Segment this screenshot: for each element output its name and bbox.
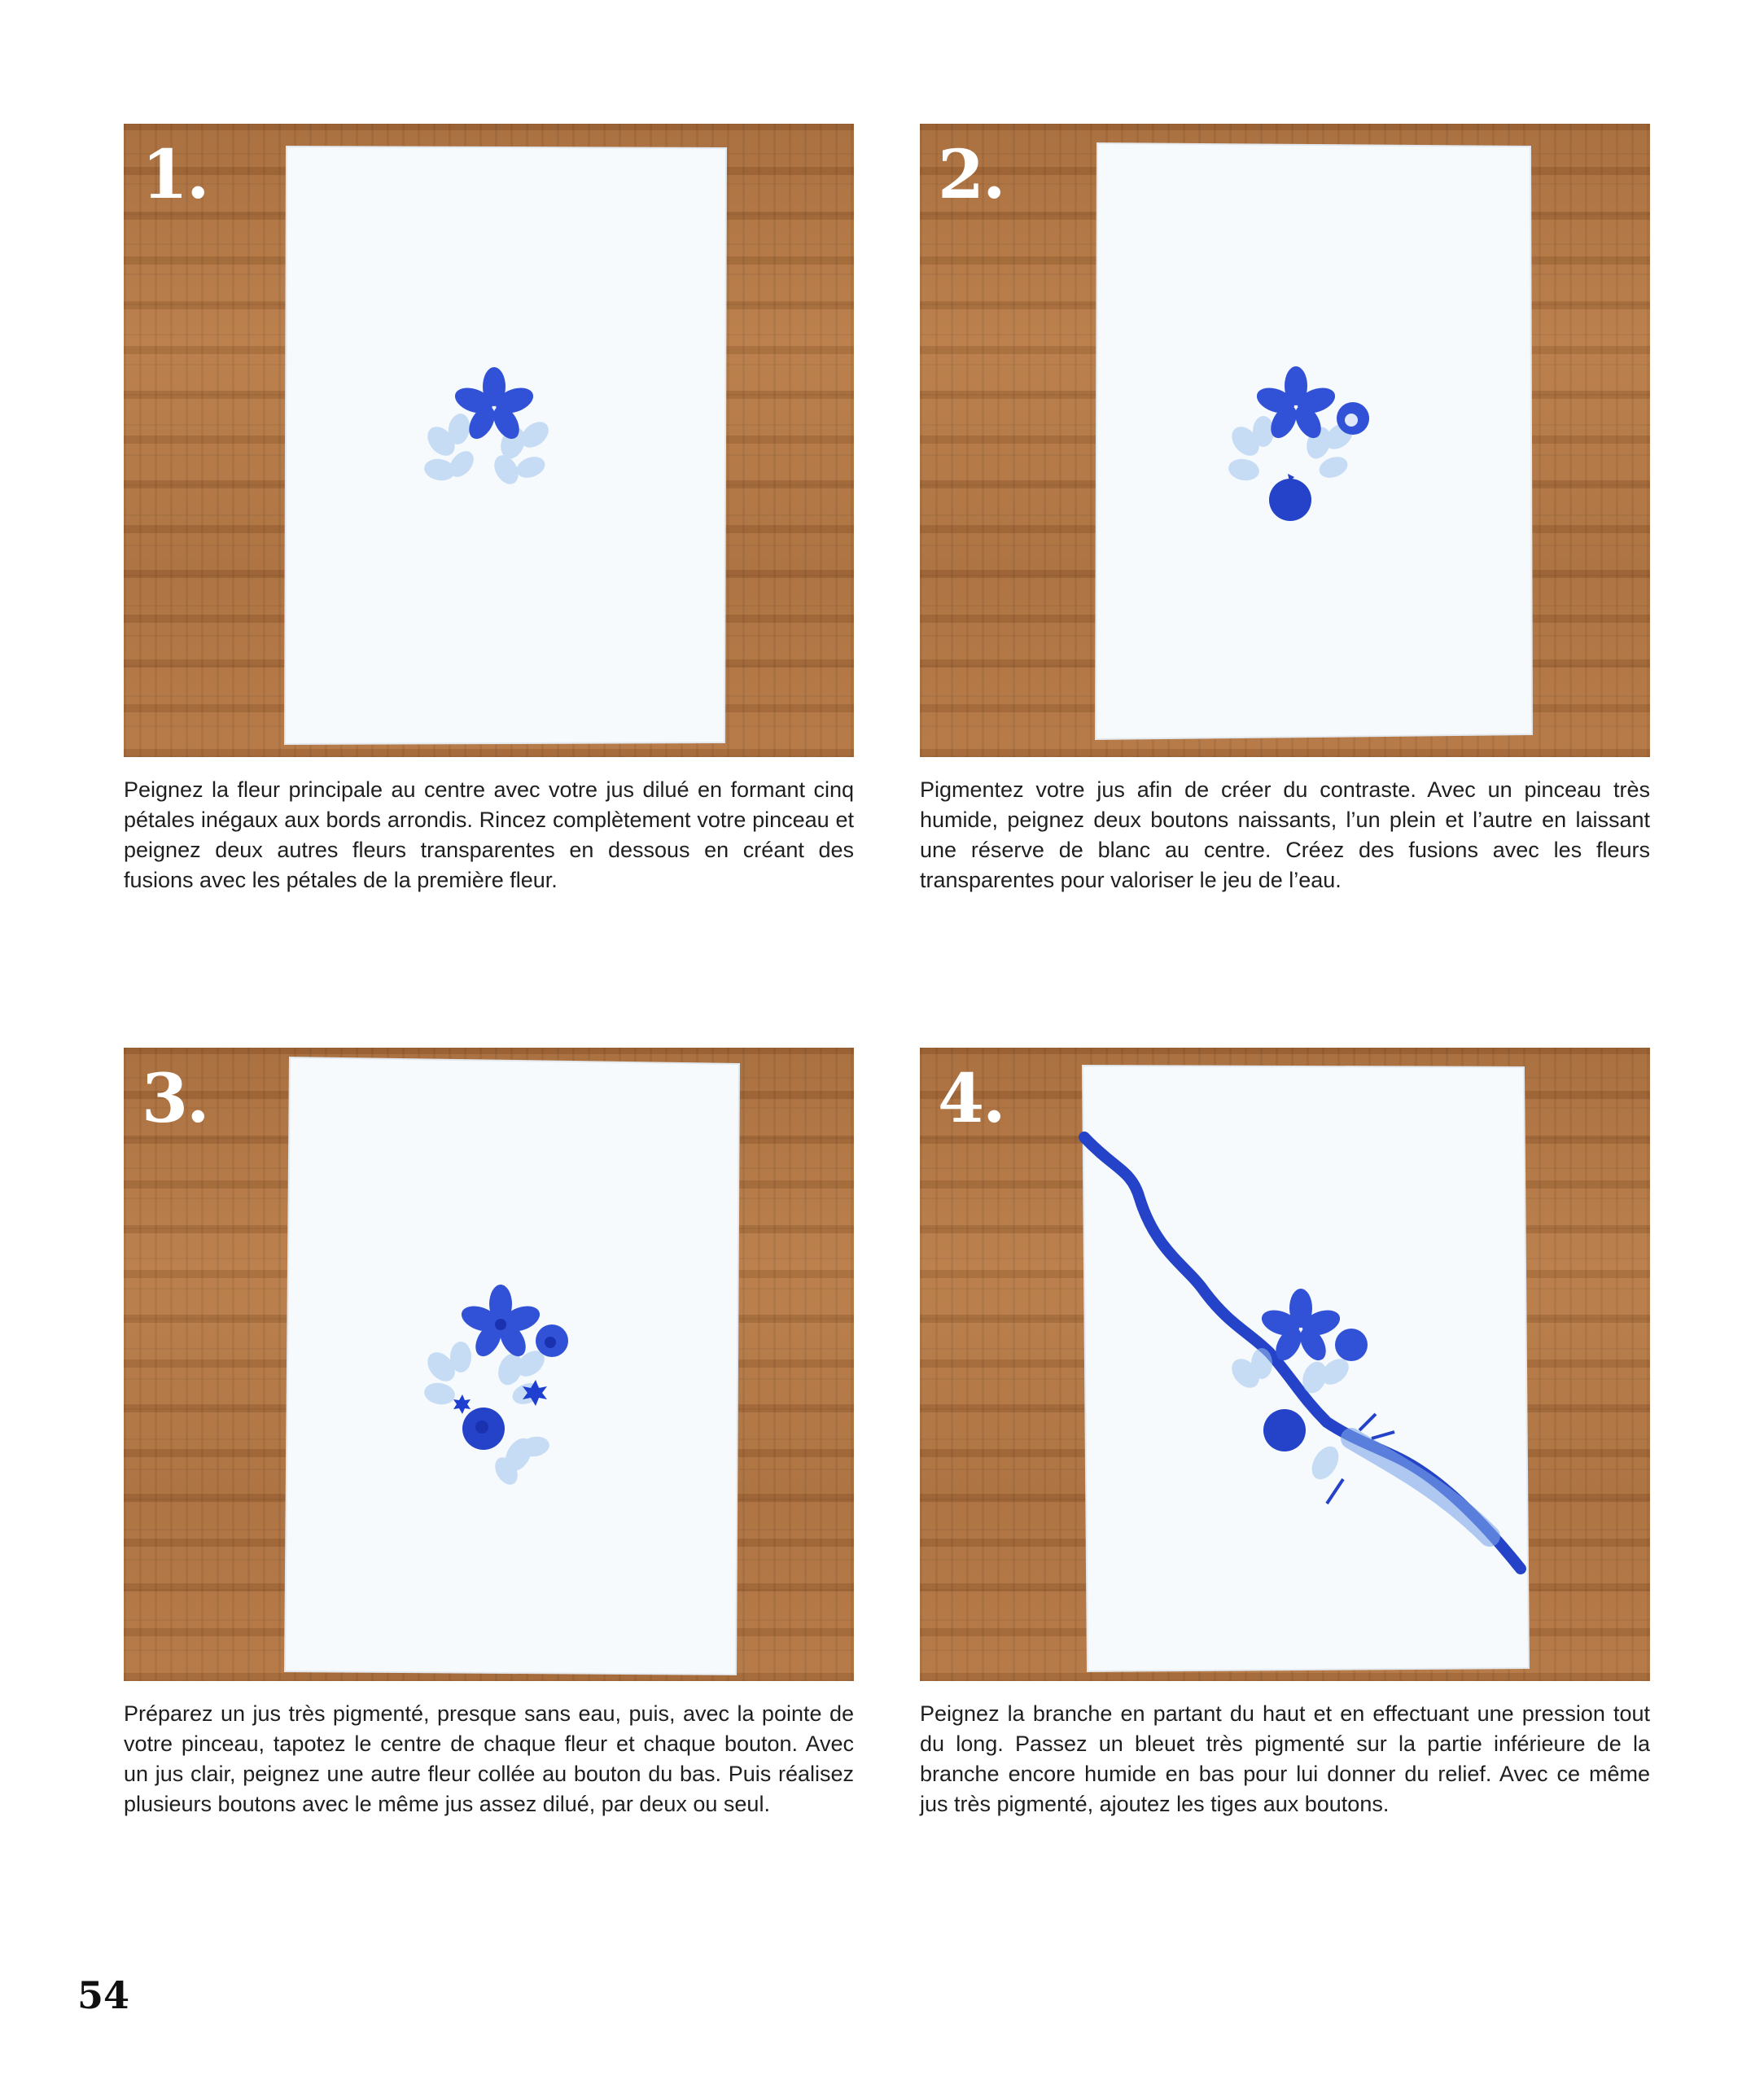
step-2-photo (920, 124, 1650, 757)
step-number: 3. (142, 1060, 208, 1138)
watercolor-paper (920, 1048, 1650, 1681)
watercolor-paper (124, 1048, 854, 1681)
step-1-photo (124, 124, 854, 757)
bud-ring (536, 1324, 568, 1357)
step-3 (124, 1048, 854, 1819)
step-instructions: Pigmentez votre jus afin de créer du contraste. Avec un pinceau très humide, peignez deux boutons naissants, l’un plein et l’autre en laissant une réserve de blanc au centre. Créez des fusions avec les fleurs transparentes pour valoriser le jeu de l’eau. (920, 777, 1650, 892)
step-instructions: Préparez un jus très pigmenté, presque sans eau, puis, avec la pointe de votre pinceau, tapotez le centre de chaque fleur et chaque bouton. Avec un jus clair, peignez une autre fleur collée au bouton du bas. Puis réalisez plusieurs boutons avec le même jus assez dilué, par deux ou seul. (124, 1701, 854, 1816)
step-1 (124, 124, 854, 895)
watercolor-paper (124, 124, 854, 757)
bud-full (1263, 1409, 1306, 1451)
bud-ring (1337, 402, 1369, 435)
step-3-photo (124, 1048, 854, 1681)
bud-full (462, 1408, 505, 1450)
step-instructions: Peignez la fleur principale au centre avec votre jus dilué en formant cinq pétales inégaux aux bords arrondis. Rincez complètement votre pinceau et peignez deux autres fleurs transparentes en dessous en créant des fusions avec les pétales de la première fleur. (124, 777, 854, 892)
page-number: 54 (77, 1973, 130, 2017)
step-number: 2. (938, 136, 1005, 214)
step-number: 1. (142, 136, 208, 214)
step-4 (920, 1048, 1650, 1819)
watercolor-paper (920, 124, 1650, 757)
step-instructions: Peignez la branche en partant du haut et en effectuant une pression tout du long. Passez un bleuet très pigmenté sur la partie inférieure de la branche encore humide en bas pour lui donner du relief. Avec ce même jus très pigmenté, ajoutez les tiges aux boutons. (920, 1701, 1650, 1816)
step-4-photo (920, 1048, 1650, 1681)
bud-ring (1335, 1329, 1368, 1361)
step-2 (920, 124, 1650, 895)
step-number: 4. (938, 1060, 1005, 1138)
